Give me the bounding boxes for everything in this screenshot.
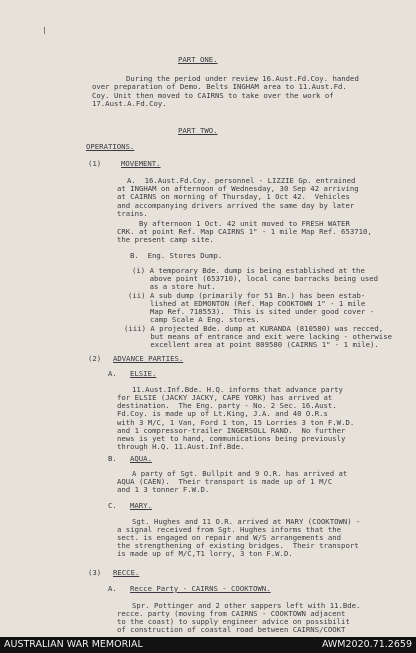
item-heading: AQUA. (130, 454, 152, 463)
item-letter: A. (108, 584, 117, 593)
movement-line: at CAIRNS on morning of Thursday, 1 Oct 42. Vehicles (117, 192, 350, 201)
stores-line: above point (653710), local cane barracks being used (132, 274, 379, 283)
item-letter: C. (108, 501, 117, 510)
movement-line: and accompanying drivers arrived the same day by later (117, 201, 355, 210)
elsie-line: for ELSIE (JACKY JACKY, CAPE YORK) has arrived at (117, 393, 333, 402)
recce-line: of construction of coastal road between CAIRNS/COOKT (117, 625, 346, 634)
section-number: (1) (88, 159, 102, 168)
part-two-heading: PART TWO. (178, 126, 218, 135)
item-heading: Recce Party - CAIRNS - COOKTOWN. (130, 584, 271, 593)
recce-line: to the coast) to supply engineer advice on possibilit (117, 617, 350, 626)
stores-line: as a store hut. (132, 282, 216, 291)
movement-line: CRK. at point Ref. Map CAIRNS 1" - 1 mile Map Ref. 653710, (117, 227, 372, 236)
elsie-line: destination. The Eng. party - No. 2 Sec. 16.Aust. (117, 401, 337, 410)
aqua-line: AQUA (CAEN). Their transport is made up of 1 M/C (117, 477, 333, 486)
stores-line: (ii) A sub dump (primarily for 51 Bn.) has been estab- (128, 291, 366, 300)
stores-line: excellent area at point 809580 (CAIRNS 1" - 1 mile). (124, 340, 379, 349)
elsie-line: 11.Aust.Inf.Bde. H.Q. informs that advance party (132, 385, 343, 394)
part-one-line: During the period under review 16.Aust.Fd.Coy. handed (126, 74, 359, 83)
mary-line: is made up of M/C,T1 lorry, 3 ton F.W.D. (117, 549, 293, 558)
elsie-line: news is yet to hand, communications being previously (117, 434, 346, 443)
part-one-heading: PART ONE. (178, 55, 218, 64)
movement-line: the present camp site. (117, 235, 214, 244)
subsection-heading: B. Eng. Stores Dump. (130, 251, 223, 260)
elsie-line: Fd.Coy. is made up of Lt.King, J.A. and 40 O.R.s (117, 409, 328, 418)
mary-line: sect. is engaged on repair and W/S arrangements and (117, 533, 342, 542)
stores-line: but means of entrance and exit were lacking - otherwise (124, 332, 392, 341)
section-number: (3) (88, 568, 102, 577)
section-heading: RECCE. (113, 568, 140, 577)
margin-mark (44, 27, 52, 34)
movement-line: trains. (117, 209, 148, 218)
item-heading: MARY. (130, 501, 152, 510)
elsie-line: and 1 compressor-trailer INGERSOLL RAND. No further (117, 426, 346, 435)
aqua-line: A party of Sgt. Bullpit and 9 O.R. has arrived at (132, 469, 348, 478)
section-number: (2) (88, 354, 102, 363)
footer-institution: AUSTRALIAN WAR MEMORIAL (4, 639, 143, 650)
movement-line: By afternoon 1 Oct. 42 unit moved to FRESH WATER (117, 219, 350, 228)
movement-line: A. 16.Aust.Fd.Coy. personnel - LIZZIE Gp. entrained (127, 176, 356, 185)
item-letter: A. (108, 369, 117, 378)
elsie-line: through H.Q. 11.Aust.Inf.Bde. (117, 442, 245, 451)
movement-line: at INGHAM on afternoon of Wednesday, 30 Sep 42 arriving (117, 184, 359, 193)
stores-line: Map Ref. 718553). This is sited under good cover - (128, 307, 375, 316)
recce-line: Spr. Pottinger and 2 other sappers left with 11.Bde. (132, 601, 361, 610)
stores-line: lished at EDMONTON (Ref. Map COOKTOWN 1" - 1 mile (128, 299, 366, 308)
elsie-line: with 3 M/C, 1 Van, Ford 1 ton, 15 Lorries 3 ton F.W.D. (117, 418, 355, 427)
mary-line: a signal received from Sgt. Hughes informs that the (117, 525, 342, 534)
operations-heading: OPERATIONS. (86, 142, 135, 151)
mary-line: the strengthening of existing bridges. Their transport (117, 541, 359, 550)
footer-accession-number: AWM2020.71.2659 (321, 639, 412, 650)
stores-line: (i) A temporary Bde. dump is being established at the (132, 266, 365, 275)
part-one-line: 17.Aust.A.Fd.Coy. (92, 99, 167, 108)
mary-line: Sgt. Hughes and 11 O.R. arrived at MARY (COOKTOWN) - (132, 517, 361, 526)
part-one-line: Coy. Unit then moved to CAIRNS to take over the work of (92, 91, 334, 100)
item-letter: B. (108, 454, 117, 463)
section-heading: MOVEMENT. (121, 159, 161, 168)
stores-line: (iii) A projected Bde. dump at KURANDA (810580) was recced, (124, 324, 384, 333)
aqua-line: and 1 3 tonner F.W.D. (117, 485, 210, 494)
item-heading: ELSIE. (130, 369, 157, 378)
recce-line: recce. party (moving from CAIRNS - COOKTOWN adjacent (117, 609, 346, 618)
part-one-line: over preparation of Demo. Belts INGHAM area to 11.Aust.Fd. (92, 82, 347, 91)
archive-footer (0, 637, 416, 653)
stores-line: camp Scale A Eng. stores. (128, 315, 260, 324)
section-heading: ADVANCE PARTIES. (113, 354, 184, 363)
